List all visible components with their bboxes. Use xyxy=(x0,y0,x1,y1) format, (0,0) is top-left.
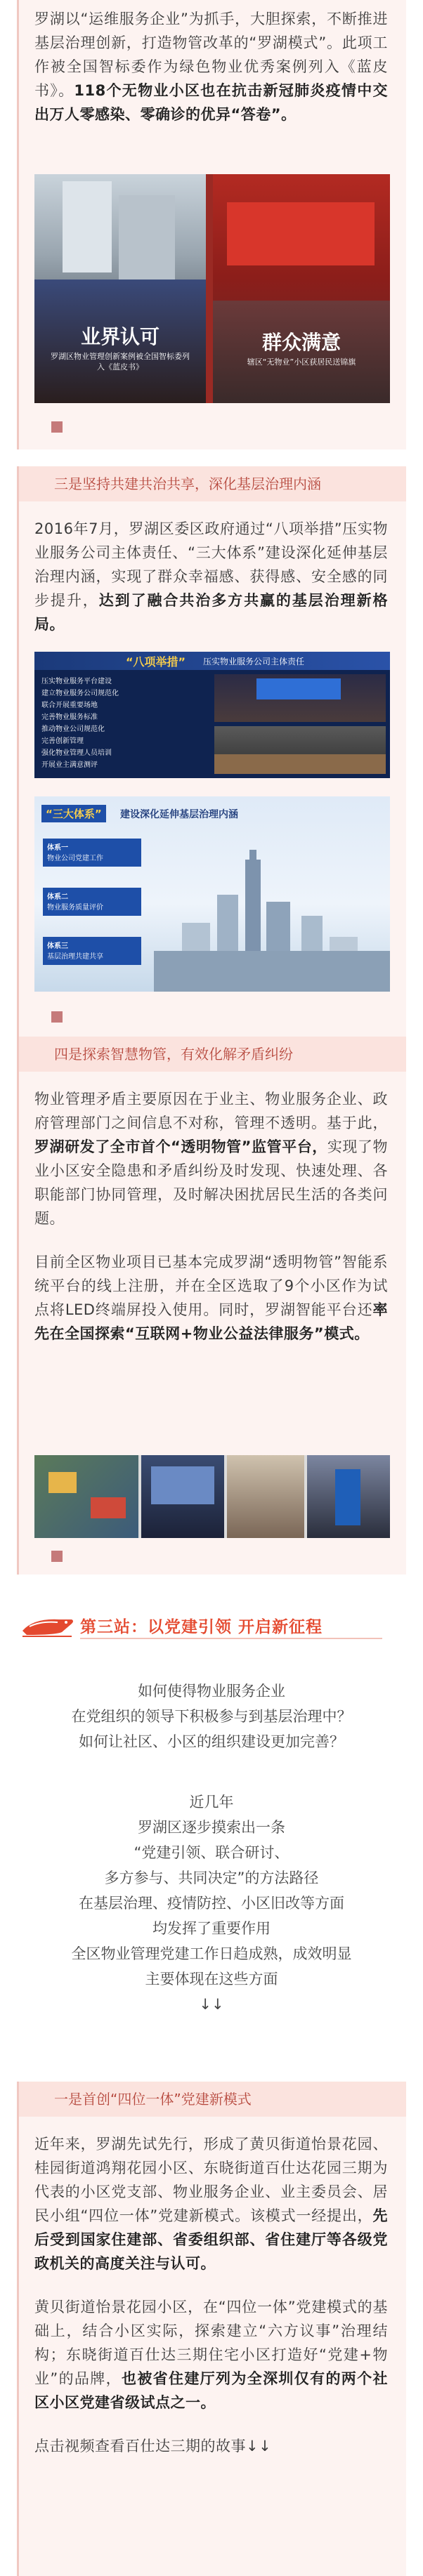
smart-photo-terminal xyxy=(307,1455,390,1538)
train-icon xyxy=(20,1612,76,1641)
measure-item: 建立物业服务公司规范化 xyxy=(41,690,119,697)
section5-paragraph-1: 近年来，罗湖先试先行，形成了黄贝街道怡景花园、桂园街道鸿翔花园小区、东晓街道百仕达花园三期为代表的小区党支部、物业服务企业、业主委员会、居民小组“四位一体”党建新模式。该模式一经提出，先后受到国家住建部、省委组织部、省住建厅等各级党政机关的高度关注与认可。 xyxy=(34,2136,388,2272)
recognition-photo-right xyxy=(213,174,390,403)
intro-card xyxy=(17,0,406,449)
station3-underline xyxy=(80,1638,382,1639)
recognition-left-title: 业界认可 xyxy=(80,325,160,348)
question-line: 如何让社区、小区的组织建设更加完善？ xyxy=(79,1733,344,1750)
section4-paragraph-2: 目前全区物业项目已基本完成罗湖“透明物管”智能系统平台的线上注册，并在全区选取了9个小区作为试点将LED终端屏投入使用。同时，罗湖智能平台还率先在全国探索“互联网+物业公益法律服务”模式。 xyxy=(34,1254,388,1342)
questions-block xyxy=(0,1678,423,1754)
three-systems-photo xyxy=(34,796,390,992)
approach-line: 全区物业管理党建工作日趋成熟，成效明显 xyxy=(71,1945,352,1962)
smart-photo-screen xyxy=(141,1455,224,1538)
section5-card xyxy=(17,2117,406,2576)
section4-heading: 四是探索智慧物管，有效化解矛盾纠纷 xyxy=(17,1037,406,1072)
recognition-photo xyxy=(34,174,390,403)
section4-card xyxy=(17,1072,406,1575)
recognition-photo-left xyxy=(34,174,206,403)
measure-item: 开展业主满意测评 xyxy=(41,761,98,769)
measure-item: 完善创新管理 xyxy=(41,737,84,745)
smart-management-photo xyxy=(34,1455,390,1538)
section3-paragraph: 2016年7月，罗湖区委区政府通过“八项举措”压实物业服务公司主体责任、“三大体系”建设深化延伸基层治理内涵，实现了群众幸福感、获得感、安全感的同步提升，达到了融合共治多方共赢的基层治理新格局。 xyxy=(34,520,389,633)
approach-line: 多方参与、共同决定”的方法路径 xyxy=(104,1869,319,1886)
decor-square xyxy=(51,1011,63,1023)
three-systems-banner: “三大体系” 建设深化延伸基层治理内涵 xyxy=(41,803,273,823)
section5-video-hint: 点击视频查看百仕达三期的故事↓↓ xyxy=(34,2438,272,2455)
section3-card xyxy=(17,501,406,1037)
approach-line: 罗湖区逐步摸索出一条 xyxy=(138,1819,285,1836)
section5-paragraph-2: 黄贝街道怡景花园小区，在“四位一体”党建模式的基础上，结合小区实际，探索建立“六方议事”治理结构；东晓街道百仕达三期住宅小区打造好“党建+物业”的品牌，也被省住建厅列为全深圳仅有的两个社区小区党建省级试点之一。 xyxy=(34,2299,389,2411)
decor-square xyxy=(51,421,63,433)
station3-label: 第三站：以党建引领 开启新征程 xyxy=(80,1618,323,1636)
recognition-left-sub: 罗湖区物业管理创新案例被全国智标委列入《蓝皮书》 xyxy=(51,352,190,372)
measure-item: 完善物业服务标准 xyxy=(41,714,98,721)
recognition-right-sub: 辖区“无物业”小区获居民送锦旗 xyxy=(247,357,356,367)
decor-square xyxy=(51,1551,63,1562)
measure-item: 强化物业管理人员培训 xyxy=(41,749,112,757)
system-box-1: 体系一 物业公司党建工作 xyxy=(43,839,141,867)
meeting-photo-bottom xyxy=(214,726,386,774)
system-box-2: 体系二 物业服务质量评价 xyxy=(43,888,141,916)
approach-line: 近几年 xyxy=(189,1794,234,1811)
smart-photo-meeting xyxy=(227,1455,304,1538)
intro-paragraph: 罗湖以“运维服务企业”为抓手，大胆探索，不断推进基层治理创新，打造物管改革的“罗湖模式”。此项工作被全国智标委作为绿色物业优秀案例列入《蓝皮书》。118个无物业小区也在抗击新冠肺炎疫情中交出万人零感染、零确诊的优异“答卷”。 xyxy=(34,11,389,123)
section5-heading: 一是首创“四位一体”党建新模式 xyxy=(17,2082,406,2117)
recognition-right-title: 群众满意 xyxy=(261,331,341,354)
question-line: 在党组织的领导下积极参与到基层治理中？ xyxy=(71,1708,352,1725)
eight-measures-list xyxy=(41,676,203,771)
approach-line: 主要体现在这些方面 xyxy=(145,1971,278,1987)
measure-item: 联合开展重要场地 xyxy=(41,702,98,709)
section4-paragraph-1: 物业管理矛盾主要原因在于业主、物业服务企业、政府管理部门之间信息不对称，管理不透明。基于此，罗湖研发了全市首个“透明物管”监管平台，实现了物业小区安全隐患和矛盾纠纷及时发现、快速处理、各职能部门协同管理，及时解决困扰居民生活的各类问题。 xyxy=(34,1091,388,1227)
measure-item: 推动物业公司规范化 xyxy=(41,725,105,733)
approach-line: “党建引领、联合研讨、 xyxy=(134,1844,289,1861)
approach-arrows: ↓↓ xyxy=(199,1996,224,2013)
station3-header xyxy=(20,1610,413,1643)
approach-line: 在基层治理、疫情防控、小区旧改等方面 xyxy=(79,1895,344,1912)
measure-item: 压实物业服务平台建设 xyxy=(41,678,112,685)
city-skyline xyxy=(154,860,390,992)
eight-measures-photo xyxy=(34,652,390,778)
smart-photo-map xyxy=(34,1455,138,1538)
section3-heading: 三是坚持共建共治共享，深化基层治理内涵 xyxy=(17,466,406,501)
approach-line: 均发挥了重要作用 xyxy=(152,1920,271,1937)
meeting-photo-top xyxy=(214,674,386,722)
question-line: 如何使得物业服务企业 xyxy=(138,1683,285,1700)
approach-block xyxy=(0,1789,423,2017)
eight-measures-banner: “八项举措” 压实物业服务公司主体责任 xyxy=(34,652,390,670)
system-box-3: 体系三 基层治理共建共享 xyxy=(43,937,141,965)
